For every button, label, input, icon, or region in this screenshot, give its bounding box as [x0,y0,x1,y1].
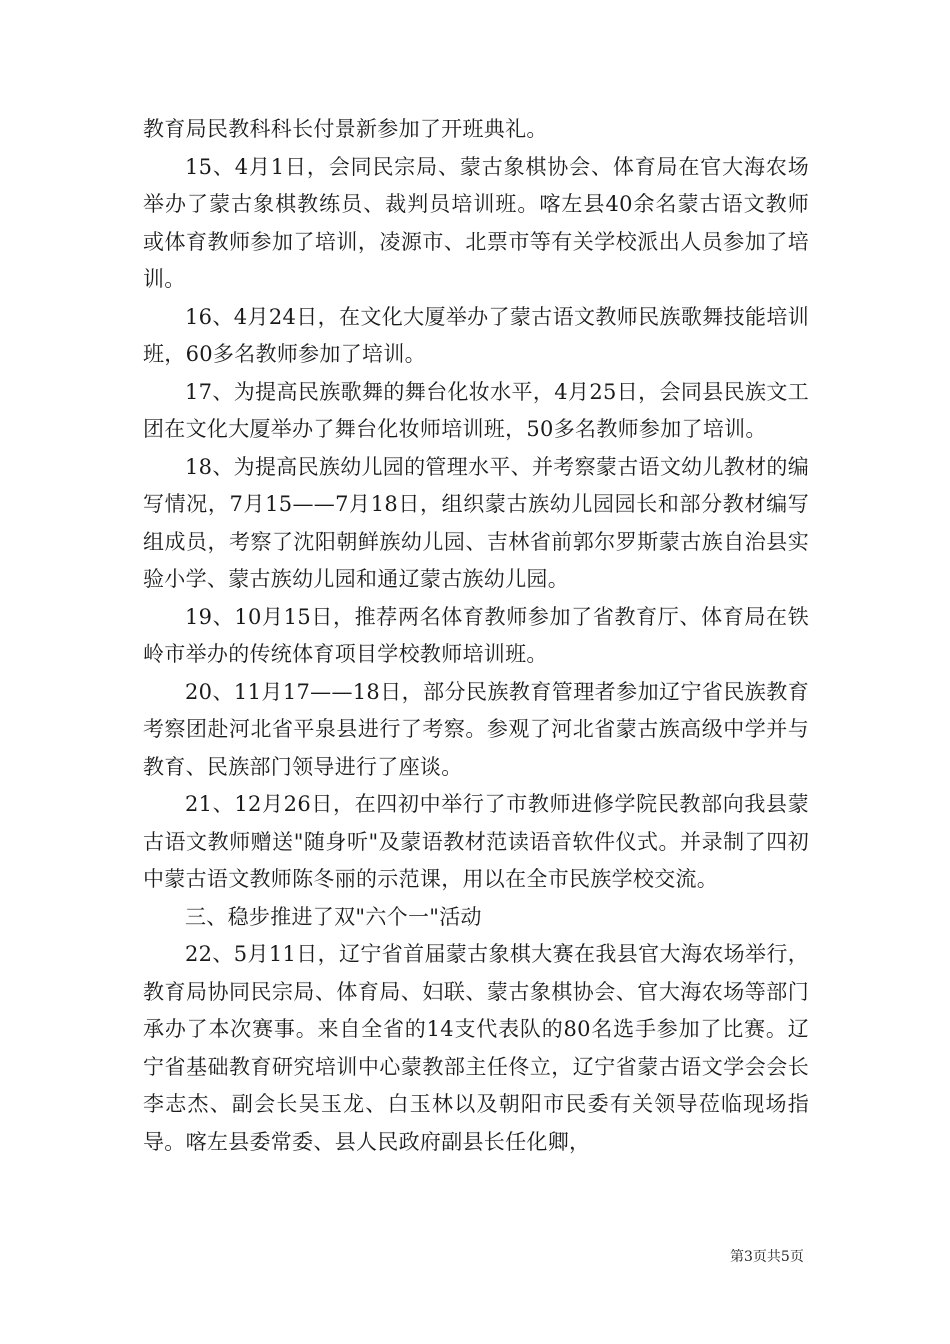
paragraph-21: 21、12月26日，在四初中举行了市教师进修学院民教部向我县蒙古语文教师赠送"随身听"及蒙语教材范读语音软件仪式。并录制了四初中蒙古语文教师陈冬丽的示范课，用以在全市民族学校交流。 [143,792,809,891]
paragraph-17: 17、为提高民族歌舞的舞台化妆水平，4月25日，会同县民族文工团在文化大厦举办了舞台化妆师培训班，50多名教师参加了培训。 [143,379,809,441]
paragraph-1: 教育局民教科科长付景新参加了开班典礼。 [143,117,548,141]
page-number: 第3页共5页 [730,1249,804,1265]
paragraph-16: 16、4月24日，在文化大厦举办了蒙古语文教师民族歌舞技能培训班，60多名教师参加了培训。 [143,304,809,366]
paragraph-18: 18、为提高民族幼儿园的管理水平、并考察蒙古语文幼儿教材的编写情况，7月15——7月18日，组织蒙古族幼儿园园长和部分教材编写组成员，考察了沈阳朝鲜族幼儿园、吉林省前郭尔罗斯蒙古族自治县实验小学、蒙古族幼儿园和通辽蒙古族幼儿园。 [143,454,809,591]
paragraph-22: 22、5月11日，辽宁省首届蒙古象棋大赛在我县官大海农场举行，教育局协同民宗局、体育局、妇联、蒙古象棋协会、官大海农场等部门承办了本次赛事。来自全省的14支代表队的80名选手参加了比赛。辽宁省基础教育研究培训中心蒙教部主任佟立，辽宁省蒙古语文学会会长李志杰、副会长吴玉龙、白玉林以及朝阳市民委有关领导莅临现场指导。喀左县委常委、县人民政府副县长任化卿， [143,942,809,1154]
paragraph-19: 19、10月15日，推荐两名体育教师参加了省教育厅、体育局在铁岭市举办的传统体育项目学校教师培训班。 [143,604,809,666]
paragraph-20: 20、11月17——18日，部分民族教育管理者参加辽宁省民族教育考察团赴河北省平泉县进行了考察。参观了河北省蒙古族高级中学并与教育、民族部门领导进行了座谈。 [143,679,809,779]
document-body [143,111,809,1161]
paragraph-15: 15、4月1日，会同民宗局、蒙古象棋协会、体育局在官大海农场举办了蒙古象棋教练员、裁判员培训班。喀左县40余名蒙古语文教师或体育教师参加了培训，凌源市、北票市等有关学校派出人员参加了培训。 [143,154,809,291]
section-heading-3: 三、稳步推进了双"六个一"活动 [185,904,482,929]
